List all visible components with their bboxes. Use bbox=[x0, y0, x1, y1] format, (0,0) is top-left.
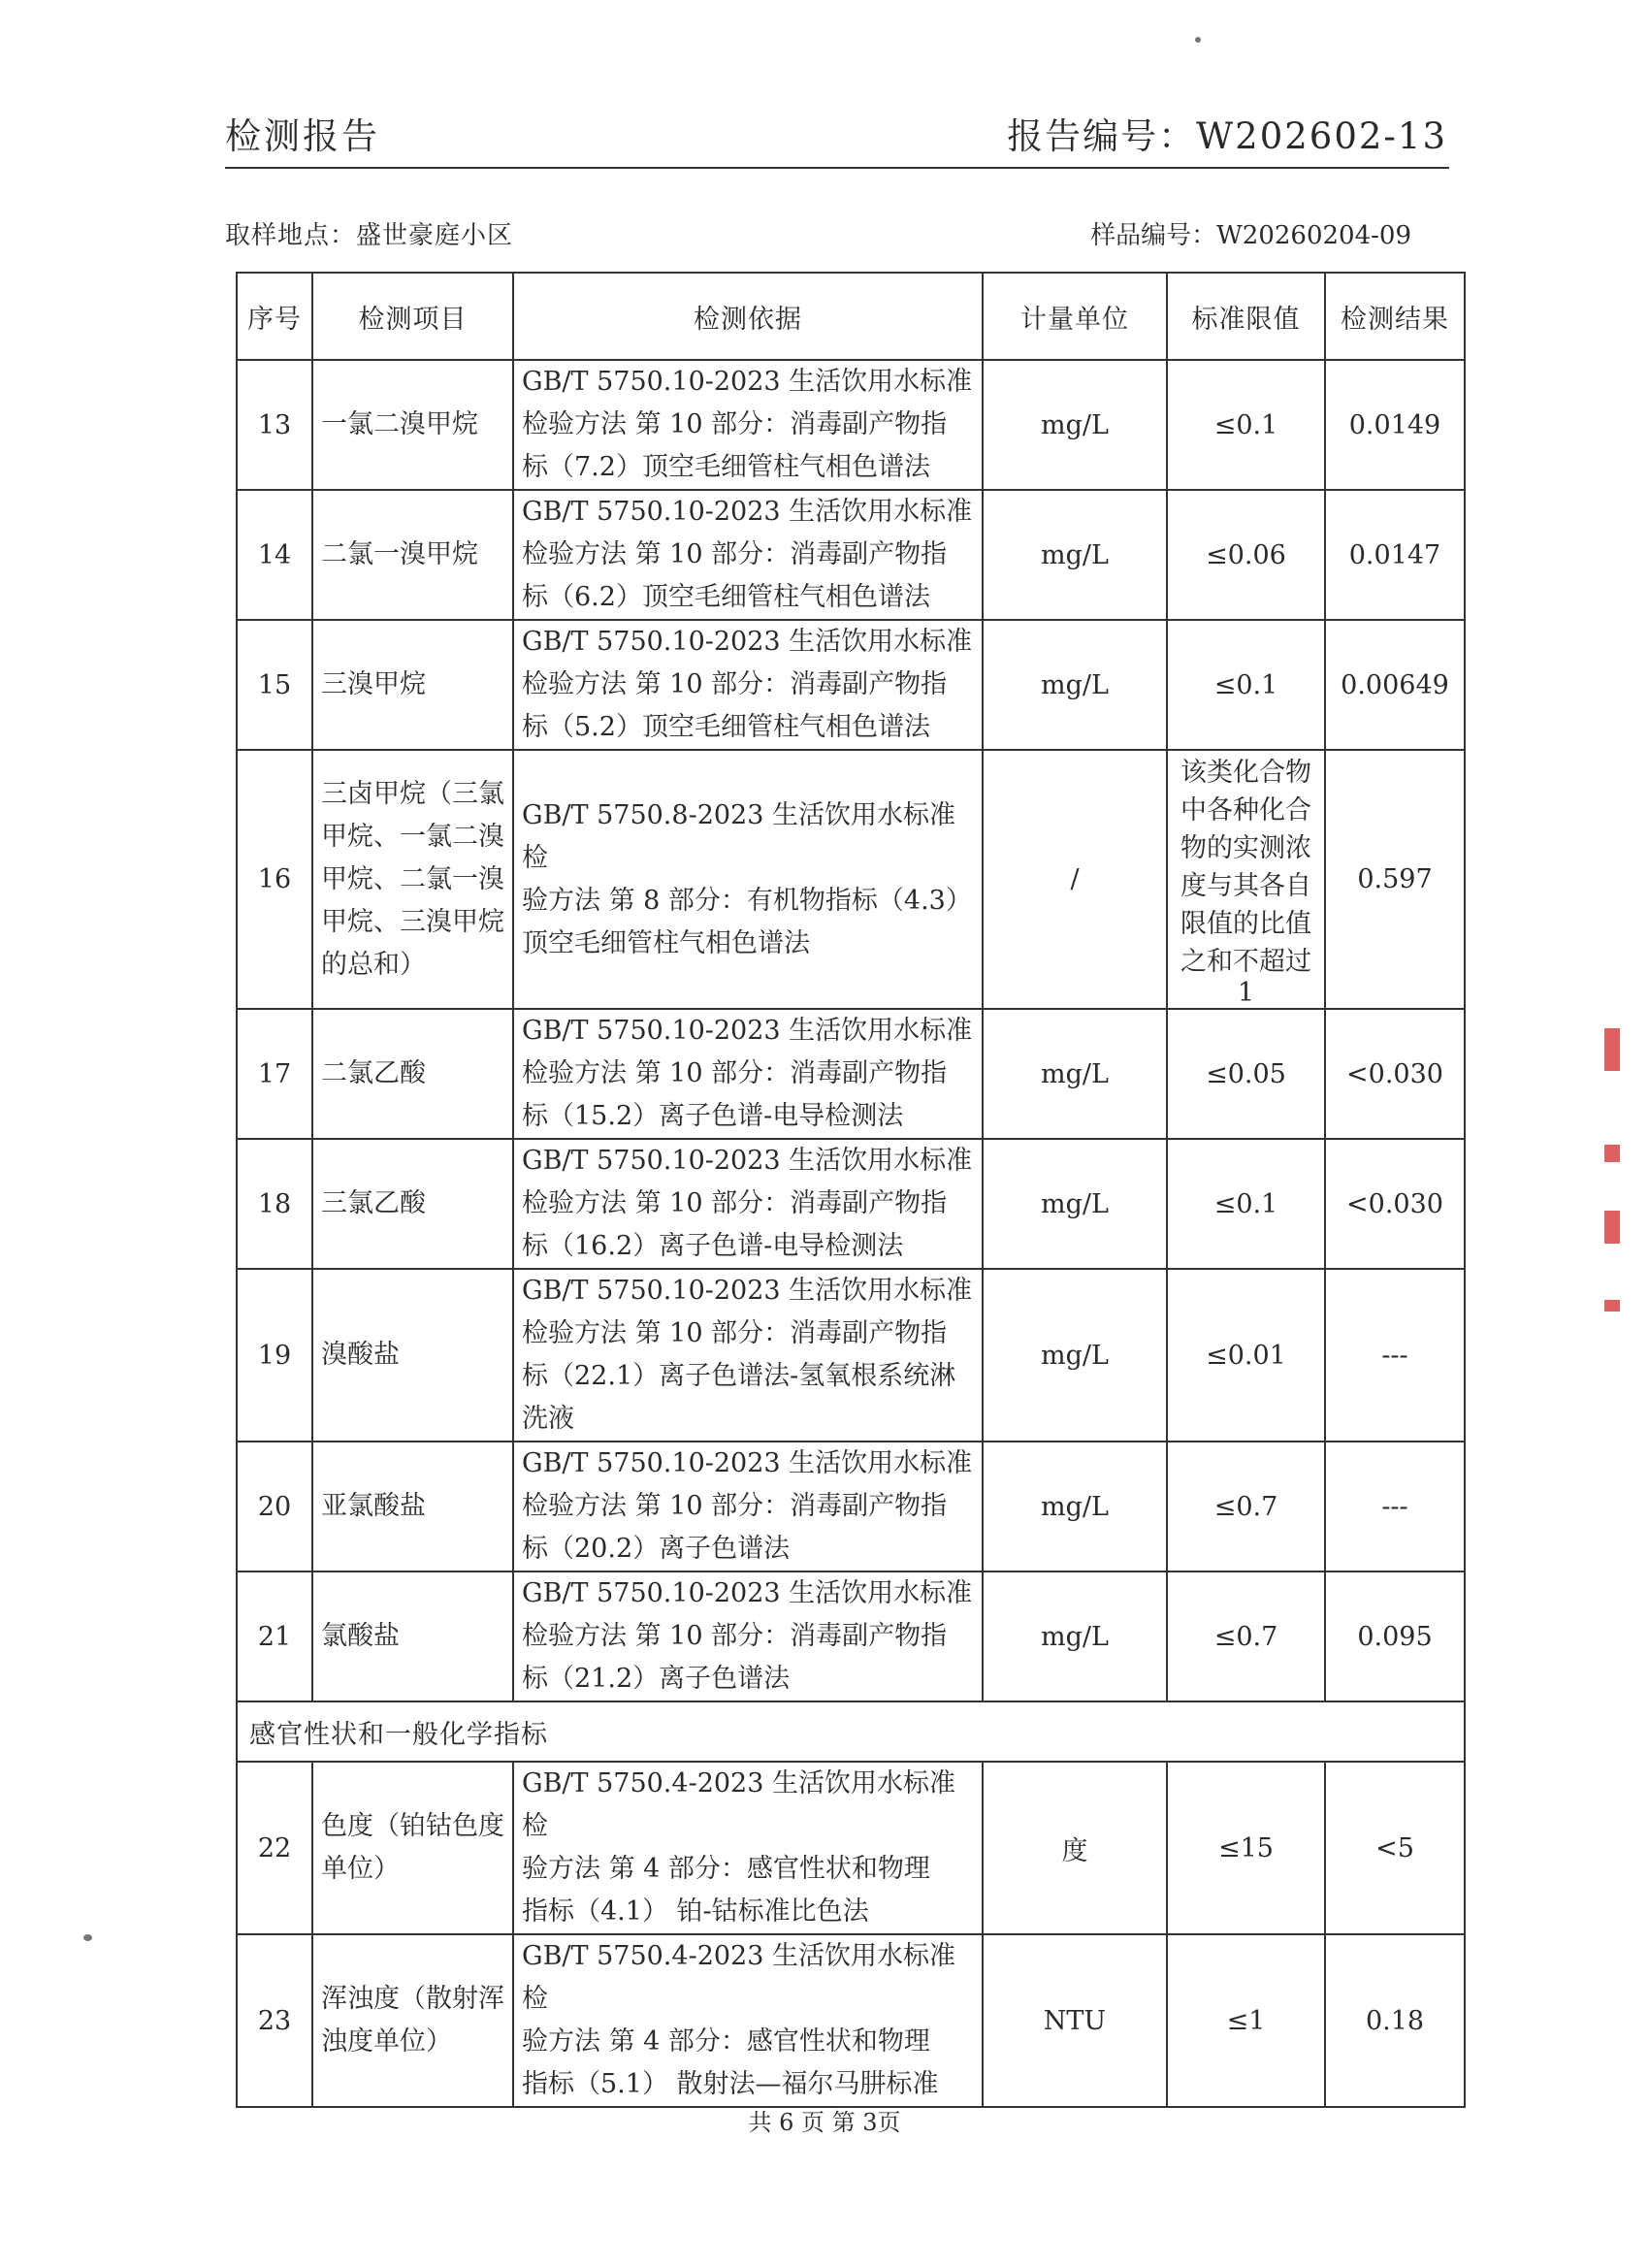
test-item: 三氯乙酸 bbox=[312, 1139, 513, 1269]
standard-limit: ≤0.1 bbox=[1167, 620, 1325, 750]
unit: mg/L bbox=[983, 620, 1167, 750]
test-basis-line: 标（7.2）顶空毛细管柱气相色谱法 bbox=[522, 452, 930, 482]
test-basis-line: 验方法 第 8 部分：有机物指标（4.3） bbox=[522, 885, 972, 916]
col-header-no: 序号 bbox=[237, 273, 312, 360]
standard-limit-line: 度与其各自 bbox=[1180, 871, 1311, 901]
test-basis-line: 检验方法 第 10 部分：消毒副产物指 bbox=[522, 1318, 948, 1348]
test-basis-line: 洗液 bbox=[522, 1404, 574, 1434]
unit: mg/L bbox=[983, 1139, 1167, 1269]
test-basis-line: 验方法 第 4 部分：感官性状和物理 bbox=[522, 2026, 930, 2057]
unit: / bbox=[983, 750, 1167, 1009]
test-basis bbox=[513, 1442, 983, 1571]
test-item bbox=[312, 1762, 513, 1934]
test-basis-line: 检验方法 第 10 部分：消毒副产物指 bbox=[522, 539, 948, 569]
test-basis-line: GB/T 5750.10-2023 生活饮用水标准 bbox=[522, 627, 973, 657]
table-row bbox=[237, 1442, 1465, 1571]
standard-limit-line: 物的实测浓 bbox=[1180, 833, 1311, 863]
test-item: 一氯二溴甲烷 bbox=[312, 360, 513, 490]
col-header-limit: 标准限值 bbox=[1167, 273, 1325, 360]
table-row bbox=[237, 490, 1465, 620]
test-basis-line: 检验方法 第 10 部分：消毒副产物指 bbox=[522, 1058, 948, 1088]
test-basis-line: 指标（4.1） 铂-钴标准比色法 bbox=[522, 1896, 869, 1927]
test-basis-line: 标（6.2）顶空毛细管柱气相色谱法 bbox=[522, 582, 930, 612]
test-result: --- bbox=[1325, 1269, 1465, 1442]
test-item-line: 的总和） bbox=[321, 949, 426, 980]
row-number: 13 bbox=[237, 360, 312, 490]
test-result: <5 bbox=[1325, 1762, 1465, 1934]
row-number: 19 bbox=[237, 1269, 312, 1442]
test-basis-line: 检验方法 第 10 部分：消毒副产物指 bbox=[522, 669, 948, 699]
sample-number: 样品编号：W20260204-09 bbox=[1090, 221, 1411, 250]
table-row bbox=[237, 360, 1465, 490]
test-result: <0.030 bbox=[1325, 1009, 1465, 1139]
test-item bbox=[312, 1934, 513, 2107]
standard-limit-line: 该类化合物 bbox=[1180, 758, 1311, 788]
unit: mg/L bbox=[983, 1571, 1167, 1701]
test-result: --- bbox=[1325, 1442, 1465, 1571]
col-header-result: 检测结果 bbox=[1325, 273, 1465, 360]
row-number: 21 bbox=[237, 1571, 312, 1701]
header-divider bbox=[225, 167, 1449, 169]
table-row bbox=[237, 1571, 1465, 1701]
test-basis bbox=[513, 1009, 983, 1139]
test-result: 0.00649 bbox=[1325, 620, 1465, 750]
standard-limit bbox=[1167, 750, 1325, 1009]
test-item-line: 三卤甲烷（三氯 bbox=[321, 778, 504, 809]
test-item-line: 甲烷、一氯二溴 bbox=[321, 821, 504, 852]
test-basis bbox=[513, 1762, 983, 1934]
test-basis-line: 标（5.2）顶空毛细管柱气相色谱法 bbox=[522, 712, 930, 742]
table-row bbox=[237, 1269, 1465, 1442]
test-basis-line: GB/T 5750.4-2023 生活饮用水标准检 bbox=[522, 1768, 955, 1841]
standard-limit-line: 之和不超过 bbox=[1180, 947, 1311, 977]
standard-limit: ≤0.7 bbox=[1167, 1442, 1325, 1571]
standard-limit: ≤0.1 bbox=[1167, 1139, 1325, 1269]
scan-speck bbox=[83, 1934, 92, 1941]
test-basis-line: GB/T 5750.10-2023 生活饮用水标准 bbox=[522, 1276, 973, 1306]
test-result: 0.0147 bbox=[1325, 490, 1465, 620]
test-item-line: 单位） bbox=[321, 1854, 400, 1884]
test-basis-line: GB/T 5750.10-2023 生活饮用水标准 bbox=[522, 1146, 973, 1176]
unit: mg/L bbox=[983, 1009, 1167, 1139]
standard-limit: ≤15 bbox=[1167, 1762, 1325, 1934]
test-basis bbox=[513, 1934, 983, 2107]
unit: mg/L bbox=[983, 1442, 1167, 1571]
row-number: 15 bbox=[237, 620, 312, 750]
test-item-line: 甲烷、二氯一溴 bbox=[321, 863, 504, 894]
test-basis-line: GB/T 5750.10-2023 生活饮用水标准 bbox=[522, 367, 973, 397]
test-basis-line: 检验方法 第 10 部分：消毒副产物指 bbox=[522, 1491, 948, 1521]
test-result: 0.0149 bbox=[1325, 360, 1465, 490]
row-number: 14 bbox=[237, 490, 312, 620]
test-basis-line: GB/T 5750.10-2023 生活饮用水标准 bbox=[522, 497, 973, 527]
test-item: 溴酸盐 bbox=[312, 1269, 513, 1442]
test-basis-line: 验方法 第 4 部分：感官性状和物理 bbox=[522, 1854, 930, 1884]
table-row bbox=[237, 1762, 1465, 1934]
row-number: 22 bbox=[237, 1762, 312, 1934]
test-result: <0.030 bbox=[1325, 1139, 1465, 1269]
test-basis-line: 检验方法 第 10 部分：消毒副产物指 bbox=[522, 1188, 948, 1218]
standard-limit: ≤0.1 bbox=[1167, 360, 1325, 490]
test-basis-line: 顶空毛细管柱气相色谱法 bbox=[522, 927, 810, 958]
seal-stamp-fragment bbox=[1604, 1300, 1620, 1312]
table-row bbox=[237, 620, 1465, 750]
test-result: 0.095 bbox=[1325, 1571, 1465, 1701]
test-basis-line: GB/T 5750.4-2023 生活饮用水标准检 bbox=[522, 1941, 955, 2014]
standard-limit: ≤0.05 bbox=[1167, 1009, 1325, 1139]
row-number: 20 bbox=[237, 1442, 312, 1571]
test-basis-line: 标（22.1）离子色谱法-氢氧根系统淋 bbox=[522, 1361, 956, 1391]
test-basis-line: GB/T 5750.8-2023 生活饮用水标准检 bbox=[522, 799, 955, 873]
sampling-location: 取样地点：盛世豪庭小区 bbox=[225, 221, 514, 250]
test-basis-line: GB/T 5750.10-2023 生活饮用水标准 bbox=[522, 1578, 973, 1608]
test-basis bbox=[513, 490, 983, 620]
test-basis bbox=[513, 360, 983, 490]
test-basis-line: 标（16.2）离子色谱-电导检测法 bbox=[522, 1231, 904, 1261]
test-item-line: 色度（铂钴色度 bbox=[321, 1811, 504, 1841]
test-item-line: 甲烷、三溴甲烷 bbox=[321, 906, 504, 937]
standard-limit-line: 限值的比值 bbox=[1180, 909, 1311, 939]
standard-limit: ≤0.01 bbox=[1167, 1269, 1325, 1442]
table-row bbox=[237, 1139, 1465, 1269]
standard-limit: ≤0.7 bbox=[1167, 1571, 1325, 1701]
test-basis-line: GB/T 5750.10-2023 生活饮用水标准 bbox=[522, 1448, 973, 1478]
page-footer: 共 6 页 第 3页 bbox=[748, 2109, 901, 2136]
table-header-row bbox=[237, 273, 1465, 360]
unit: NTU bbox=[983, 1934, 1167, 2107]
standard-limit-line: 1 bbox=[1237, 978, 1255, 1008]
scan-speck bbox=[1195, 37, 1201, 43]
results-table bbox=[236, 272, 1466, 2108]
standard-limit-line: 中各种化合 bbox=[1180, 795, 1311, 826]
test-basis-line: 标（20.2）离子色谱法 bbox=[522, 1534, 791, 1564]
test-result: 0.18 bbox=[1325, 1934, 1465, 2107]
col-header-item: 检测项目 bbox=[312, 273, 513, 360]
test-basis bbox=[513, 750, 983, 1009]
test-basis-line: 标（21.2）离子色谱法 bbox=[522, 1664, 791, 1694]
seal-stamp-fragment bbox=[1604, 1145, 1620, 1162]
test-item-line: 浑浊度（散射浑 bbox=[321, 1984, 504, 2014]
row-number: 18 bbox=[237, 1139, 312, 1269]
test-item-line: 浊度单位） bbox=[321, 2026, 452, 2057]
unit: mg/L bbox=[983, 490, 1167, 620]
section-row bbox=[237, 1701, 1465, 1762]
test-basis bbox=[513, 1139, 983, 1269]
table-row bbox=[237, 1934, 1465, 2107]
report-title: 检测报告 bbox=[225, 115, 380, 157]
test-basis bbox=[513, 620, 983, 750]
test-basis-line: 检验方法 第 10 部分：消毒副产物指 bbox=[522, 409, 948, 439]
test-item bbox=[312, 750, 513, 1009]
standard-limit: ≤1 bbox=[1167, 1934, 1325, 2107]
unit: mg/L bbox=[983, 360, 1167, 490]
row-number: 16 bbox=[237, 750, 312, 1009]
row-number: 23 bbox=[237, 1934, 312, 2107]
test-basis-line: 指标（5.1） 散射法—福尔马肼标准 bbox=[522, 2069, 939, 2099]
test-basis bbox=[513, 1571, 983, 1701]
test-basis-line: 标（15.2）离子色谱-电导检测法 bbox=[522, 1101, 904, 1131]
test-basis-line: GB/T 5750.10-2023 生活饮用水标准 bbox=[522, 1016, 973, 1046]
table-row bbox=[237, 750, 1465, 1009]
test-basis-line: 检验方法 第 10 部分：消毒副产物指 bbox=[522, 1621, 948, 1651]
report-number: 报告编号：W202602-13 bbox=[1007, 115, 1447, 157]
test-item: 二氯一溴甲烷 bbox=[312, 490, 513, 620]
section-title: 感官性状和一般化学指标 bbox=[237, 1701, 1465, 1762]
test-item: 亚氯酸盐 bbox=[312, 1442, 513, 1571]
seal-stamp-fragment bbox=[1604, 1211, 1620, 1244]
unit: 度 bbox=[983, 1762, 1167, 1934]
col-header-basis: 检测依据 bbox=[513, 273, 983, 360]
col-header-unit: 计量单位 bbox=[983, 273, 1167, 360]
row-number: 17 bbox=[237, 1009, 312, 1139]
test-result: 0.597 bbox=[1325, 750, 1465, 1009]
test-item: 三溴甲烷 bbox=[312, 620, 513, 750]
test-item: 氯酸盐 bbox=[312, 1571, 513, 1701]
test-basis bbox=[513, 1269, 983, 1442]
test-item: 二氯乙酸 bbox=[312, 1009, 513, 1139]
standard-limit: ≤0.06 bbox=[1167, 490, 1325, 620]
seal-stamp-fragment bbox=[1604, 1028, 1620, 1071]
unit: mg/L bbox=[983, 1269, 1167, 1442]
table-row bbox=[237, 1009, 1465, 1139]
